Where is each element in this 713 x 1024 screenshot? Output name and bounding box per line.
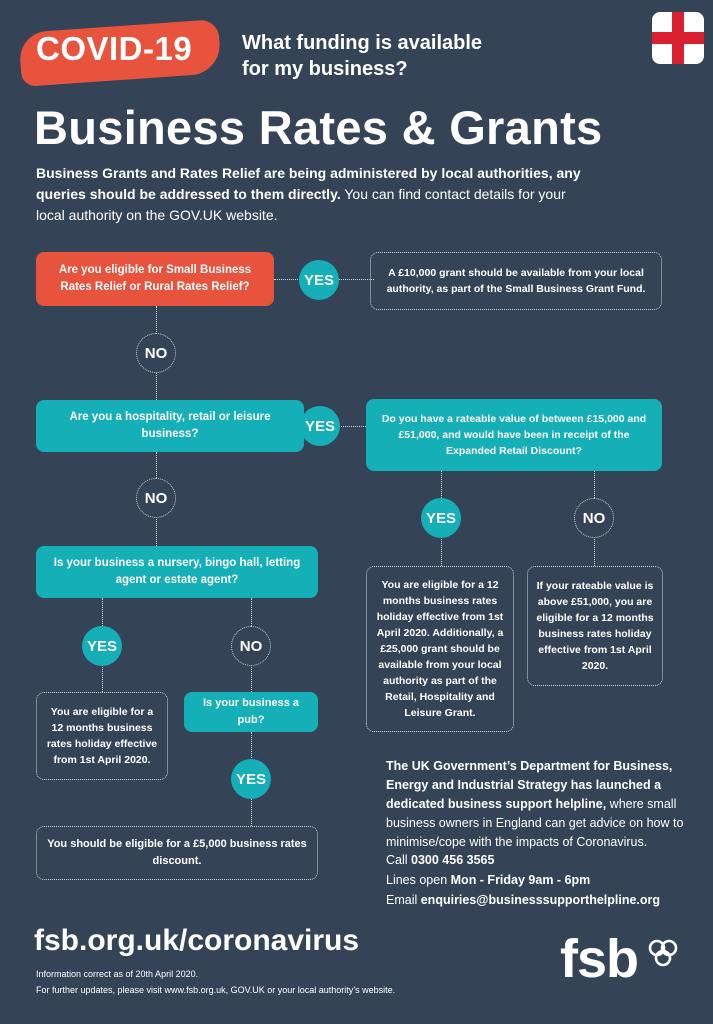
no-badge: NO: [574, 498, 614, 538]
no-badge: NO: [231, 626, 271, 666]
result-small-business-grant: A £10,000 grant should be available from your local authority, as part of the Small Business Grant Fund.: [370, 252, 662, 310]
result-nursery-holiday: You are eligible for a 12 months business rates holiday effective from 1st April 2020.: [36, 692, 168, 780]
helpline-hours-row: [386, 870, 696, 890]
footer-note-line2: For further updates, please visit www.fsb.org.uk, GOV.UK or your local authority’s website.: [36, 985, 396, 995]
result-retail-grant: You are eligible for a 12 months business rates holiday effective from 1st April 2020. Additionally, a £25,000 grant should be available from your local authority as part of the Retail, Hospitality and Leisure Grant.: [366, 566, 514, 732]
helpline-phone-row: [386, 850, 696, 870]
helpline-rest: where small business owners in England can get advice on how to minimise/cope with the impacts of Coronavirus.: [386, 797, 684, 849]
helpline-contact: [386, 850, 696, 910]
hours-label: Lines open: [386, 873, 451, 887]
result-pub-discount: You should be eligible for a £5,000 business rates discount.: [36, 826, 318, 880]
question-pub: Is your business a pub?: [184, 692, 318, 732]
question-nursery-bingo: Is your business a nursery, bingo hall, letting agent or estate agent?: [36, 546, 318, 598]
helpline-info: [386, 757, 696, 852]
intro-bold: Business Grants and Rates Relief are being administered by local authorities, any queries should be addressed to them directly.: [36, 165, 581, 202]
no-badge: NO: [136, 478, 176, 518]
helpline-email: enquiries@businesssupporthelpline.org: [420, 893, 661, 907]
intro-rest: You can find contact details for your local authority on the GOV.UK website.: [36, 186, 566, 223]
fsb-logo-rings-icon: [646, 936, 680, 970]
call-label: Call: [386, 853, 412, 867]
fsb-logo: fsb: [560, 929, 638, 989]
yes-badge: YES: [421, 498, 461, 538]
no-badge: NO: [136, 333, 176, 373]
yes-badge: YES: [82, 626, 122, 666]
yes-badge: YES: [231, 759, 271, 799]
page-title: Business Rates & Grants: [34, 101, 603, 154]
footer-note: [36, 966, 395, 998]
footer-note-line1: Information correct as of 20th April 2020.: [36, 969, 199, 979]
email-label: Email: [386, 893, 421, 907]
question-rates-relief: Are you eligible for Small Business Rates Relief or Rural Rates Relief?: [36, 252, 274, 306]
question-hospitality: Are you a hospitality, retail or leisure business?: [36, 400, 304, 452]
covid-badge-label: COVID-19: [36, 30, 193, 67]
header-question-line2: for my business?: [242, 58, 408, 80]
site-url: fsb.org.uk/coronavirus: [34, 924, 360, 957]
helpline-hours: Mon - Friday 9am - 6pm: [450, 873, 591, 887]
yes-badge: YES: [300, 406, 340, 446]
helpline-phone: 0300 456 3565: [411, 853, 495, 867]
header-question: [242, 30, 522, 82]
header-question-line1: What funding is available: [242, 32, 483, 54]
question-rateable-value: Do you have a rateable value of between £15,000 and £51,000, and would have been in receipt of the Expanded Retail Discount?: [366, 399, 662, 471]
result-above-51000: If your rateable value is above £51,000, you are eligible for a 12 months business rates holiday effective from 1st April 2020.: [527, 566, 663, 686]
helpline-email-row: [386, 890, 696, 910]
england-flag-icon: [652, 12, 704, 64]
helpline-lead: The UK Government’s Department for Business, Energy and Industrial Strategy has launched a dedicated business support helpline,: [386, 759, 673, 811]
yes-badge: YES: [299, 260, 339, 300]
intro-text: [36, 163, 596, 226]
